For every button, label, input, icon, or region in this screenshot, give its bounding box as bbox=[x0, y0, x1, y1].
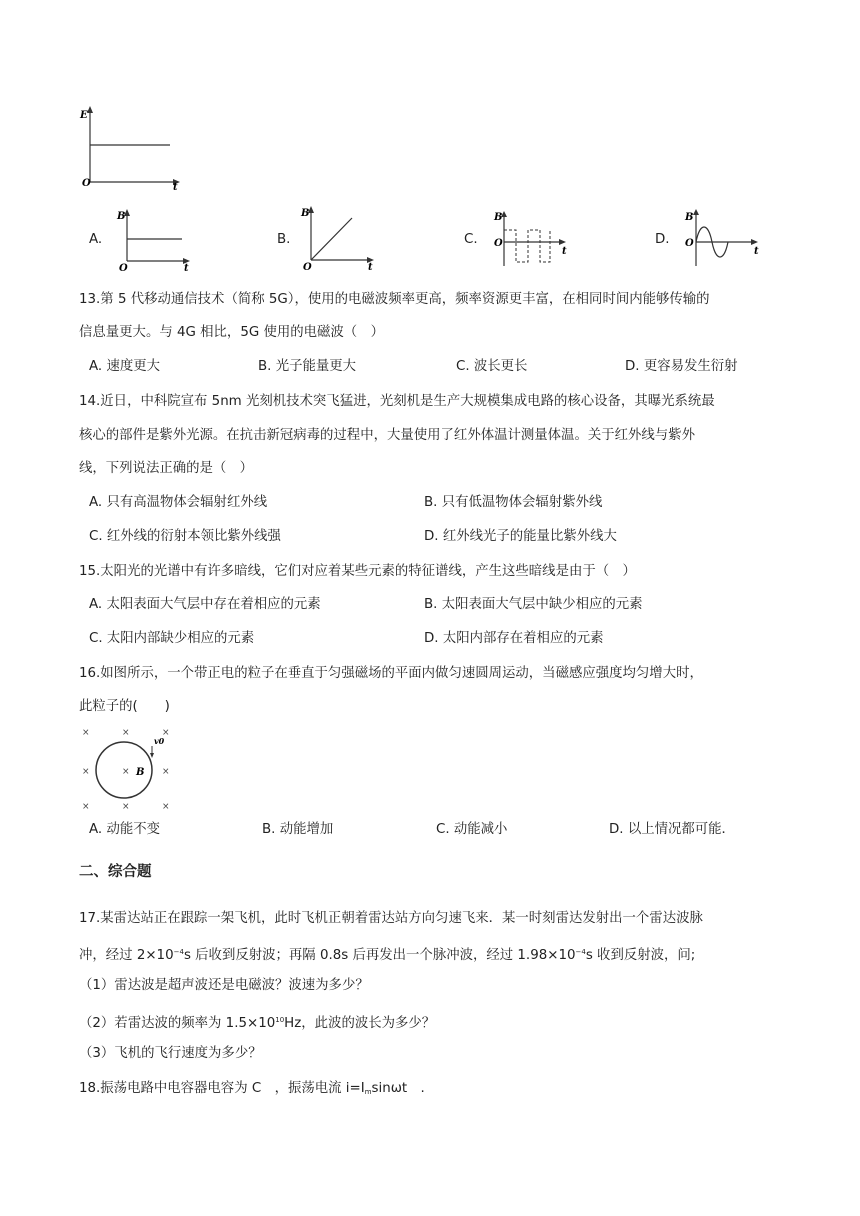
q13-stem-line2: 信息量更大。与 4G 相比，5G 使用的电磁波（ ） bbox=[79, 325, 384, 340]
q13-stem-line1: 13.第 5 代移动通信技术（简称 5G），使用的电磁波频率更高，频率资源更丰富，在相同时间内能够传输的 bbox=[79, 292, 710, 307]
q15-option-a[interactable]: A. 太阳表面大气层中存在着相应的元素 bbox=[89, 597, 321, 612]
e-axis-label: E bbox=[80, 110, 88, 121]
q14-option-c[interactable]: C. 红外线的衍射本领比紫外线强 bbox=[89, 529, 281, 544]
q18-stem: 18.振荡电路中电容器电容为 C ，振荡电流 i=Imsinωt . bbox=[79, 1081, 425, 1096]
svg-text:×: × bbox=[162, 802, 170, 812]
svg-text:×: × bbox=[122, 767, 130, 777]
t-axis-label: t bbox=[173, 182, 178, 193]
svg-text:×: × bbox=[122, 728, 130, 738]
svg-text:O: O bbox=[119, 263, 128, 273]
e-t-graph bbox=[72, 104, 182, 194]
q17-sub3: （3）飞机的飞行速度为多少？ bbox=[79, 1046, 262, 1061]
svg-text:×: × bbox=[82, 728, 90, 738]
svg-text:B: B bbox=[685, 212, 694, 223]
q16-option-a[interactable]: A. 动能不变 bbox=[89, 822, 160, 837]
svg-text:B: B bbox=[494, 212, 503, 223]
v0-label: v0 bbox=[154, 736, 165, 746]
q13-option-b[interactable]: B. 光子能量更大 bbox=[258, 359, 357, 374]
option-c-graph bbox=[488, 210, 570, 270]
q16-option-c[interactable]: C. 动能减小 bbox=[436, 822, 508, 837]
svg-text:×: × bbox=[122, 802, 130, 812]
q15-stem: 15.太阳光的光谱中有许多暗线，它们对应着某些元素的特征谱线，产生这些暗线是由于（ ） bbox=[79, 564, 636, 579]
option-a-graph bbox=[114, 207, 194, 273]
origin-label: O bbox=[82, 178, 91, 189]
q12-option-a[interactable]: A. bbox=[89, 232, 103, 247]
svg-text:O: O bbox=[494, 238, 503, 249]
svg-text:t: t bbox=[562, 246, 567, 257]
svg-text:B: B bbox=[117, 211, 126, 222]
q13-option-d[interactable]: D. 更容易发生衍射 bbox=[625, 359, 738, 374]
q17-sub1: （1）雷达波是超声波还是电磁波？波速为多少？ bbox=[79, 978, 369, 993]
svg-text:O: O bbox=[303, 262, 312, 272]
svg-text:t: t bbox=[754, 246, 759, 257]
q17-sub2: （2）若雷达波的频率为 $1.5\times 10^{10}Hz$，此波的波长为多少？ bbox=[79, 1016, 436, 1031]
svg-text:t: t bbox=[184, 263, 189, 273]
q17-stem-line2: 冲，经过 $2\times 10^{-4}s$ 后收到反射波；再隔 0.8s 后再发出一个脉冲波，经过 $1.98\times 10^{-4}s$ 收到反射波，问; bbox=[79, 948, 696, 963]
q14-option-b[interactable]: B. 只有低温物体会辐射紫外线 bbox=[424, 495, 603, 510]
q12-option-d[interactable]: D. bbox=[655, 232, 670, 247]
option-b-graph bbox=[298, 204, 378, 272]
q14-option-a[interactable]: A. 只有高温物体会辐射红外线 bbox=[89, 495, 268, 510]
q16-option-b[interactable]: B. 动能增加 bbox=[262, 822, 334, 837]
q13-option-a[interactable]: A. 速度更大 bbox=[89, 359, 160, 374]
option-d-graph bbox=[680, 208, 762, 270]
q12-option-b[interactable]: B. bbox=[277, 232, 291, 247]
q16-stem-line2: 此粒子的( ) bbox=[79, 699, 170, 714]
q14-stem-line2: 核心的部件是紫外光源。在抗击新冠病毒的过程中，大量使用了红外体温计测量体温。关于红外线与紫外 bbox=[79, 428, 695, 443]
q13-option-c[interactable]: C. 波长更长 bbox=[456, 359, 528, 374]
q15-option-b[interactable]: B. 太阳表面大气层中缺少相应的元素 bbox=[424, 597, 643, 612]
q14-option-d[interactable]: D. 红外线光子的能量比紫外线大 bbox=[424, 529, 617, 544]
q15-option-c[interactable]: C. 太阳内部缺少相应的元素 bbox=[89, 631, 255, 646]
q12-option-c[interactable]: C. bbox=[464, 232, 478, 247]
svg-text:×: × bbox=[162, 728, 170, 738]
section-title: 二、综合题 bbox=[79, 864, 152, 880]
b-field-label: B bbox=[136, 767, 145, 778]
q17-stem-line1: 17.某雷达站正在跟踪一架飞机，此时飞机正朝着雷达站方向匀速飞来．某一时刻雷达发射出一个雷达波脉 bbox=[79, 911, 703, 926]
q16-stem-line1: 16.如图所示，一个带正电的粒子在垂直于匀强磁场的平面内做匀速圆周运动，当磁感应强度均匀增大时， bbox=[79, 666, 703, 681]
svg-text:t: t bbox=[368, 262, 373, 272]
q14-stem-line3: 线，下列说法正确的是（ ） bbox=[79, 461, 254, 476]
svg-text:×: × bbox=[82, 767, 90, 777]
q16-option-d[interactable]: D. 以上情况都可能． bbox=[609, 822, 735, 837]
svg-text:×: × bbox=[82, 802, 90, 812]
q15-option-d[interactable]: D. 太阳内部存在着相应的元素 bbox=[424, 631, 604, 646]
svg-text:B: B bbox=[301, 208, 310, 219]
q14-stem-line1: 14.近日，中科院宣布 5nm 光刻机技术突飞猛进，光刻机是生产大规模集成电路的核心设备，其曝光系统最 bbox=[79, 394, 715, 409]
svg-text:O: O bbox=[685, 238, 694, 249]
svg-text:×: × bbox=[162, 767, 170, 777]
magnetic-field-circle-diagram bbox=[76, 724, 176, 814]
